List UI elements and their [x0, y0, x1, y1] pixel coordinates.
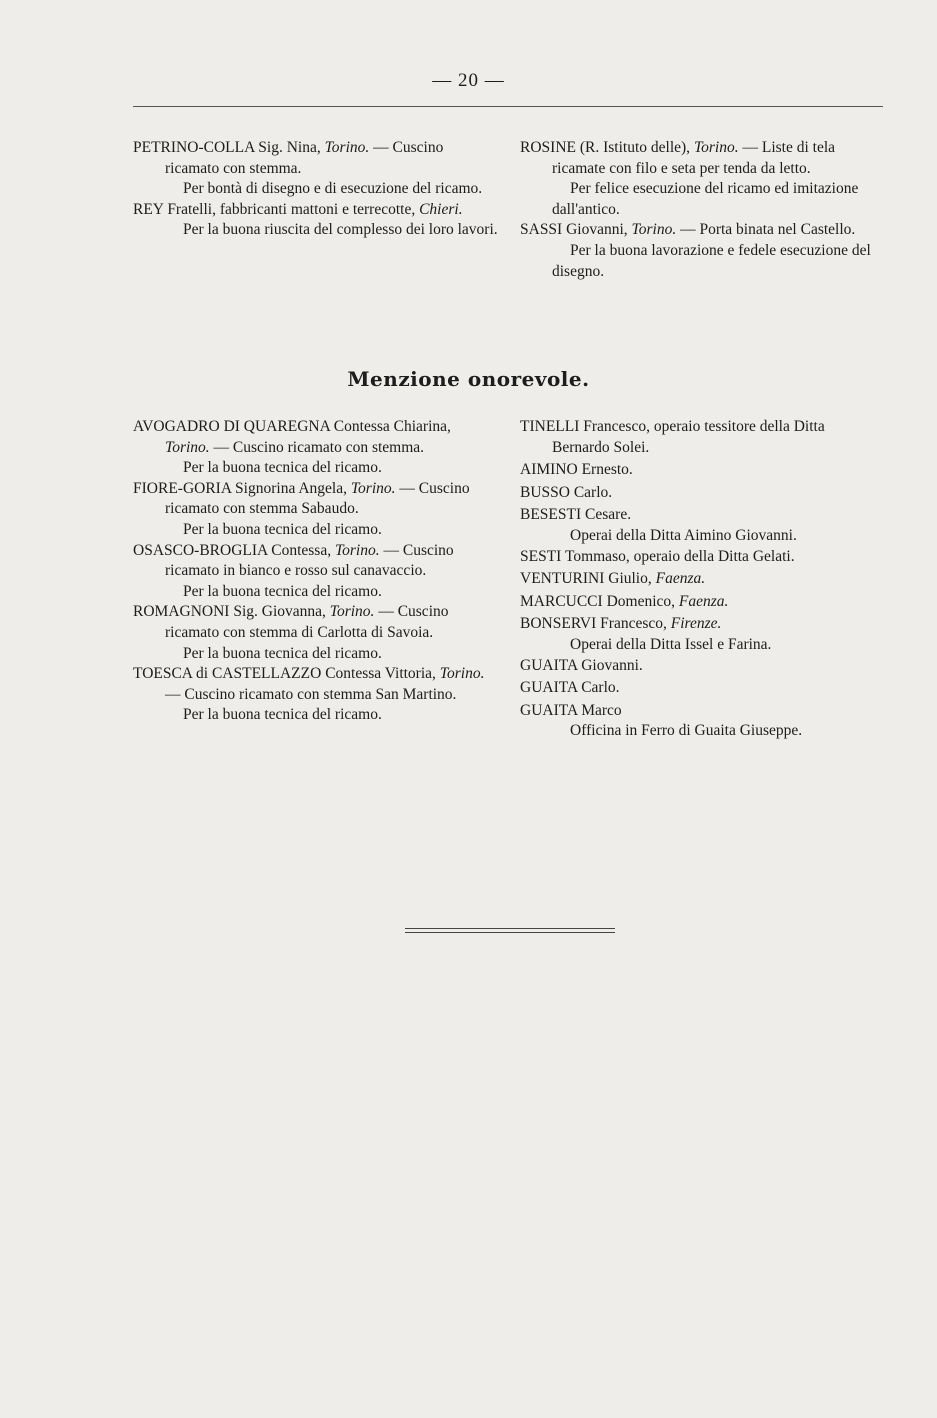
exhibit-description: — Cuscino ricamato con stemma San Martino.	[165, 685, 457, 703]
exhibit-description: — Cuscino ricamato con stemma.	[209, 438, 425, 456]
award-note: Per la buona tecnica del ricamo.	[183, 644, 382, 662]
award-note: Per felice esecuzione del ricamo ed imitazione dall'antico.	[552, 180, 859, 218]
exhibitor-details: Tommaso, operaio della Ditta Gelati.	[561, 547, 795, 565]
exhibitor-name: SESTI	[520, 547, 562, 565]
exhibitor-details: Francesco,	[596, 615, 671, 633]
award-note: Per la buona tecnica del ricamo.	[183, 459, 382, 477]
award-note: Operai della Ditta Issel e Farina.	[570, 635, 772, 653]
exhibitor-city: Torino.	[439, 665, 485, 683]
exhibitor-city: Faenza.	[655, 570, 706, 588]
exhibit-description: — Cuscino ricamato in bianco e rosso sul canavaccio.	[165, 541, 454, 580]
exhibitor-name: TINELLI	[520, 418, 580, 435]
exhibitor-name: GUAITA	[520, 701, 578, 719]
award-entry	[520, 592, 885, 613]
exhibitor-details: Contessa Vittoria,	[321, 665, 440, 683]
award-note: Per bontà di disegno e di esecuzione del ricamo.	[183, 180, 483, 198]
award-entry	[520, 701, 885, 722]
award-entry	[133, 417, 498, 458]
award-entry	[520, 483, 885, 504]
award-entry	[133, 664, 498, 705]
exhibitor-name: GUAITA	[520, 679, 578, 697]
exhibitor-name: BONSERVI	[520, 615, 597, 633]
exhibitor-details: Giovanni,	[562, 221, 632, 239]
award-entry	[520, 678, 885, 699]
award-entry	[520, 547, 885, 568]
exhibitor-details: Domenico,	[602, 592, 679, 610]
closing-rule	[405, 928, 615, 933]
exhibit-description: — Cuscino ricamato con stemma Sabaudo.	[165, 479, 470, 518]
award-entry	[520, 417, 885, 458]
award-note: Per la buona lavorazione e fedele esecuzione del disegno.	[552, 241, 871, 280]
exhibitor-city: Torino.	[693, 139, 739, 156]
exhibitor-details: Contessa Chiarina,	[329, 418, 451, 435]
award-note: Per la buona tecnica del ricamo.	[183, 706, 382, 724]
exhibitor-city: Faenza.	[678, 592, 729, 610]
exhibitor-details: Giulio,	[604, 570, 656, 588]
award-entry	[133, 479, 498, 520]
top-right-column	[520, 138, 885, 282]
exhibitor-details: Ernesto.	[577, 461, 633, 479]
exhibit-description: — Porta binata nel Castello.	[676, 221, 856, 239]
award-note: Per la buona riuscita del complesso dei loro lavori.	[183, 221, 498, 239]
exhibitor-details: Carlo.	[569, 483, 613, 501]
award-entry	[133, 138, 498, 179]
award-entry	[520, 220, 885, 241]
exhibitor-name: FIORE-GORIA	[133, 479, 232, 497]
exhibitor-name: BUSSO	[520, 483, 570, 501]
award-note: Per la buona tecnica del ricamo.	[183, 520, 382, 538]
exhibitor-name: GUAITA	[520, 656, 578, 674]
exhibitor-details: Cesare.	[581, 506, 632, 524]
exhibitor-city: Torino.	[329, 603, 375, 621]
exhibitor-name: ROMAGNONI	[133, 603, 230, 621]
exhibitor-details: Giovanni.	[577, 656, 643, 674]
exhibitor-details: Francesco, operaio tessitore della Ditta Bernardo Solei.	[552, 418, 825, 456]
award-entry	[133, 602, 498, 643]
exhibitor-city: Torino.	[350, 479, 396, 497]
award-note: Per la buona tecnica del ricamo.	[183, 582, 382, 600]
exhibit-description: — Cuscino ricamato con stemma.	[165, 139, 444, 177]
exhibitor-name: TOESCA di CASTELLAZZO	[133, 665, 322, 683]
award-note: Operai della Ditta Aimino Giovanni.	[570, 526, 797, 544]
exhibitor-details: Signorina Angela,	[231, 479, 351, 497]
award-note: Officina in Ferro di Guaita Giuseppe.	[570, 722, 803, 740]
exhibitor-name: PETRINO-COLLA	[133, 139, 255, 156]
exhibitor-details: Contessa,	[267, 541, 335, 559]
exhibitor-details: Sig. Nina,	[254, 139, 325, 156]
page-number: — 20 —	[432, 70, 505, 91]
award-entry	[520, 569, 885, 590]
exhibitor-city: Torino.	[334, 541, 380, 559]
exhibitor-city: Torino.	[324, 139, 370, 156]
top-left-column	[133, 138, 498, 241]
award-entry	[133, 541, 498, 582]
exhibitor-name: SASSI	[520, 221, 563, 239]
award-entry	[520, 656, 885, 677]
exhibitor-details: Fratelli, fabbricanti mattoni e terrecotte,	[163, 200, 420, 218]
exhibitor-details: Sig. Giovanna,	[229, 603, 330, 621]
award-entry	[133, 200, 498, 221]
exhibitor-details: (R. Istituto delle),	[575, 139, 694, 156]
exhibitor-name: AIMINO	[520, 461, 578, 479]
bottom-left-column	[133, 417, 498, 726]
section-heading: Menzione onorevole.	[347, 367, 590, 391]
exhibitor-city: Chieri.	[419, 200, 463, 218]
award-entry	[520, 505, 885, 526]
exhibitor-name: REY	[133, 200, 164, 218]
exhibit-description: — Liste di tela ricamate con filo e seta per tenda da letto.	[552, 139, 836, 177]
exhibitor-name: VENTURINI	[520, 570, 605, 588]
bottom-right-column	[520, 417, 885, 742]
header-rule	[133, 106, 883, 107]
exhibitor-details: Carlo.	[577, 679, 620, 697]
exhibit-description: — Cuscino ricamato con stemma di Carlotta di Savoia.	[165, 603, 449, 641]
award-entry	[520, 614, 885, 635]
award-entry	[520, 460, 885, 481]
exhibitor-name: OSASCO-BROGLIA	[133, 541, 268, 559]
exhibitor-name: ROSINE	[520, 139, 576, 156]
exhibitor-name: BESESTI	[520, 506, 582, 524]
award-entry	[520, 138, 885, 179]
exhibitor-city: Torino.	[165, 438, 210, 456]
exhibitor-details: Marco	[577, 701, 622, 719]
exhibitor-name: MARCUCCI	[520, 592, 603, 610]
exhibitor-city: Firenze.	[670, 615, 722, 633]
exhibitor-name: AVOGADRO DI QUAREGNA	[133, 418, 330, 435]
exhibitor-city: Torino.	[631, 221, 677, 239]
